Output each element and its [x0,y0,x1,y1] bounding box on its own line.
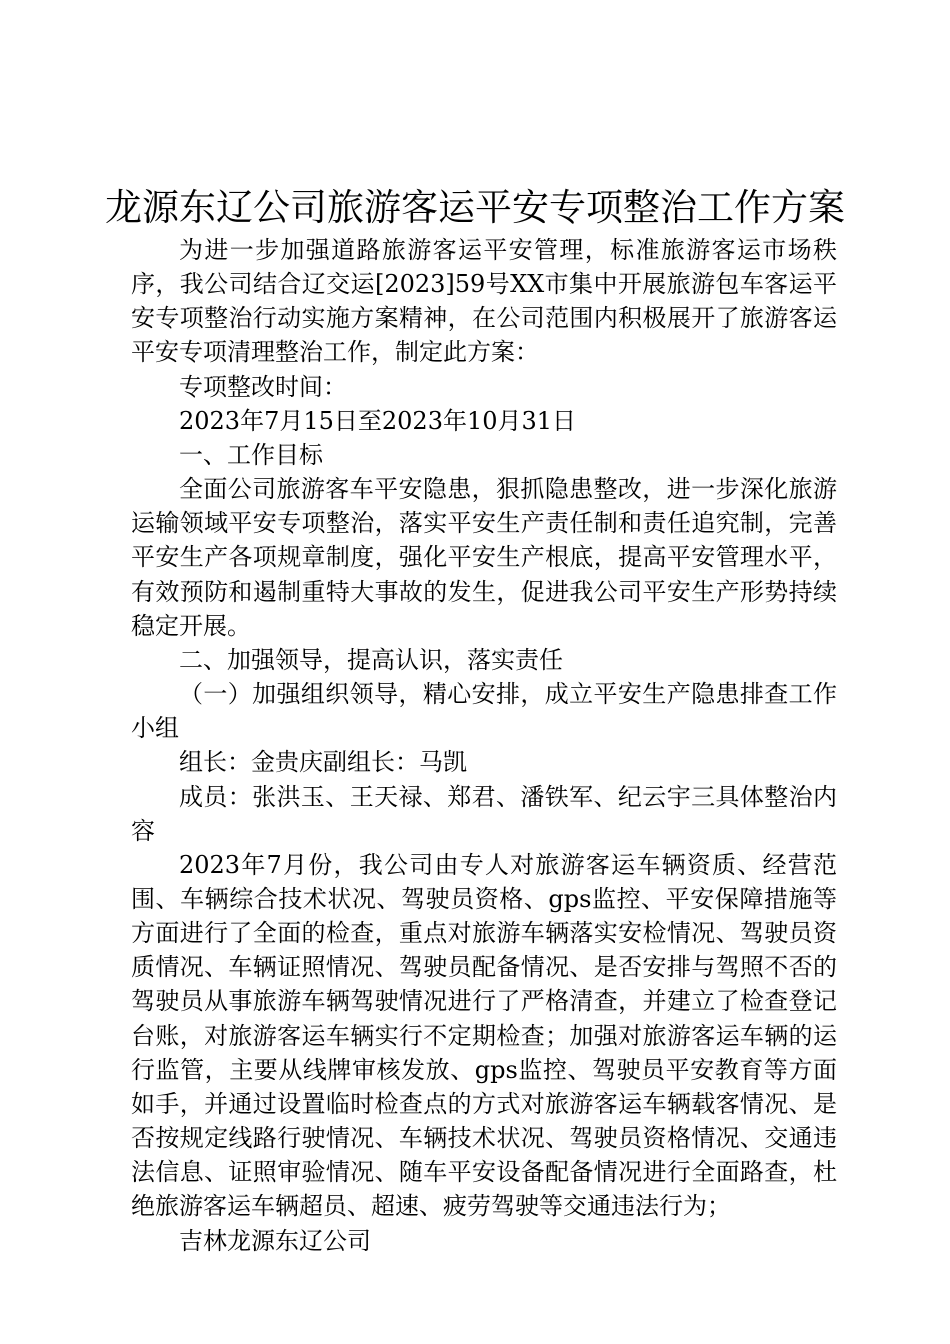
paragraph-organization: （一）加强组织领导，精心安排，成立平安生产隐患排查工作小组 [131,680,837,743]
document-title: 龙源东辽公司旅游客运平安专项整治工作方案 [105,186,845,229]
section-heading-goals: 一、工作目标 [179,440,323,469]
paragraph-goals: 全面公司旅游客车平安隐患，狠抓隐患整改，进一步深化旅游运输领域平安专项整治，落实平安生产责任制和责任追究制，完善平安生产各项规章制度，强化平安生产根底，提高平安管理水平，有效预防和遏制重特大事故的发生，促进我公司平安生产形势持续稳定开展。 [131,475,837,640]
paragraph-measures: 2023年7月份，我公司由专人对旅游客运车辆资质、经营范围、车辆综合技术状况、驾驶员资格、gps监控、平安保障措施等方面进行了全面的检查，重点对旅游车辆落实安检情况、驾驶员资质情况、车辆证照情况、驾驶员配备情况、是否安排与驾照不否的驾驶员从事旅游车辆驾驶情况进行了严格清查，并建立了检查登记台账，对旅游客运车辆实行不定期检查；加强对旅游客运车辆的运行监管，主要从线牌审核发放、gps监控、驾驶员平安教育等方面如手，并通过设置临时检查点的方式对旅游客运车辆载客情况、是否按规定线路行驶情况、车辆技术状况、驾驶员资格情况、交通违法信息、证照审验情况、随车平安设备配备情况进行全面路查，杜绝旅游客运车辆超员、超速、疲劳驾驶等交通违法行为； [131,850,837,1221]
section-heading-leadership: 二、加强领导，提高认识，落实责任 [179,645,563,674]
paragraph-period-label: 专项整改时间： [179,372,347,401]
paragraph-period-dates: 2023年7月15日至2023年10月31日 [179,406,577,435]
document-body [131,233,837,1258]
paragraph-signature: 吉林龙源东辽公司 [179,1226,371,1255]
paragraph-intro: 为进一步加强道路旅游客运平安管理，标准旅游客运市场秩序，我公司结合辽交运[2023]59号XX市集中开展旅游包车客运平安专项整治行动实施方案精神，在公司范围内积极展开了旅游客运平安专项清理整治工作，制定此方案： [131,236,837,367]
paragraph-members: 成员：张洪玉、王天禄、郑君、潘铁军、纪云宇三具体整治内容 [131,782,837,845]
paragraph-leaders: 组长：金贵庆副组长：马凯 [179,748,467,777]
